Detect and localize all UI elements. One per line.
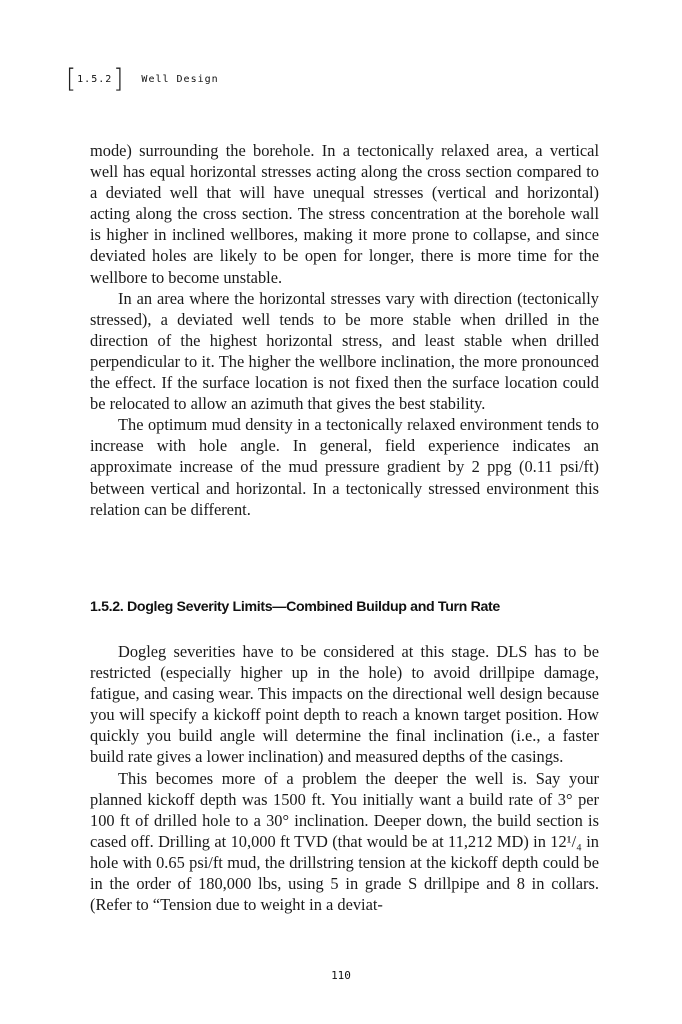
paragraph: In an area where the horizontal stresses vary with direction (tectonically stressed), a deviated well tends to be more stable when drilled in the direction of the highest horizontal stress, and least stable when drilled perpendicular to it. The higher the wellbore inclination, the more pronounced the effect. If the surface location is not fixed then the surface location could be relocated to allow an azimuth that gives the best stability. [90,288,599,414]
running-head [66,66,219,92]
section-heading: 1.5.2. Dogleg Severity Limits—Combined Buildup and Turn Rate [90,599,500,615]
header-section-number: 1.5.2 [77,73,113,85]
paragraph: The optimum mud density in a tectonically relaxed environment tends to increase with hole angle. In general, field experience indicates an approximate increase of the mud pressure gradient by 2 ppg (0.11 psi/ft) between vertical and horizontal. In a tectonically stressed environment this relation can be different. [90,415,599,519]
header-chapter-title: Well Design [141,73,219,85]
body-text-before-heading [90,140,599,520]
paragraph: This becomes more of a problem the deeper the well is. Say your planned kickoff depth was 1500 ft. You initially want a build rate of 3° per 100 ft of drilled hole to a 30° inclination. Deeper down, the build section is cased off. Drilling at 10,000 ft TVD (that would be at 11,212 MD) in 12¹/₄ in hole with 0.65 psi/ft mud, the drillstring tension at the kickoff depth could be in the order of 180,000 lbs, using 5 in grade S drillpipe and 8 in collars. (Refer to “Tension due to weight in a deviat- [90,768,599,915]
paragraph: mode) surrounding the borehole. In a tectonically relaxed area, a vertical well has equal horizontal stresses acting along the cross section compared to a deviated well that will have unequal stresses (vertical and horizontal) acting along the cross section. The stress concentration at the borehole wall is higher in inclined wellbores, making it more prone to collapse, and since deviated holes are likely to be open for longer, there is more time for the wellbore to become unstable. [90,141,599,287]
page-number: 110 [331,969,351,982]
bracket-open: [ [66,64,77,94]
body-text-after-heading [90,641,599,915]
bracket-close: ] [113,64,124,94]
paragraph: Dogleg severities have to be considered at this stage. DLS has to be restricted (especially higher up in the hole) to avoid drillpipe damage, fatigue, and casing wear. This impacts on the directional well design because you will specify a kickoff point depth to reach a known target position. How quickly you build angle will determine the final inclination (i.e., a faster build rate gives a lower inclination) and measured depths of the casings. [90,642,599,767]
